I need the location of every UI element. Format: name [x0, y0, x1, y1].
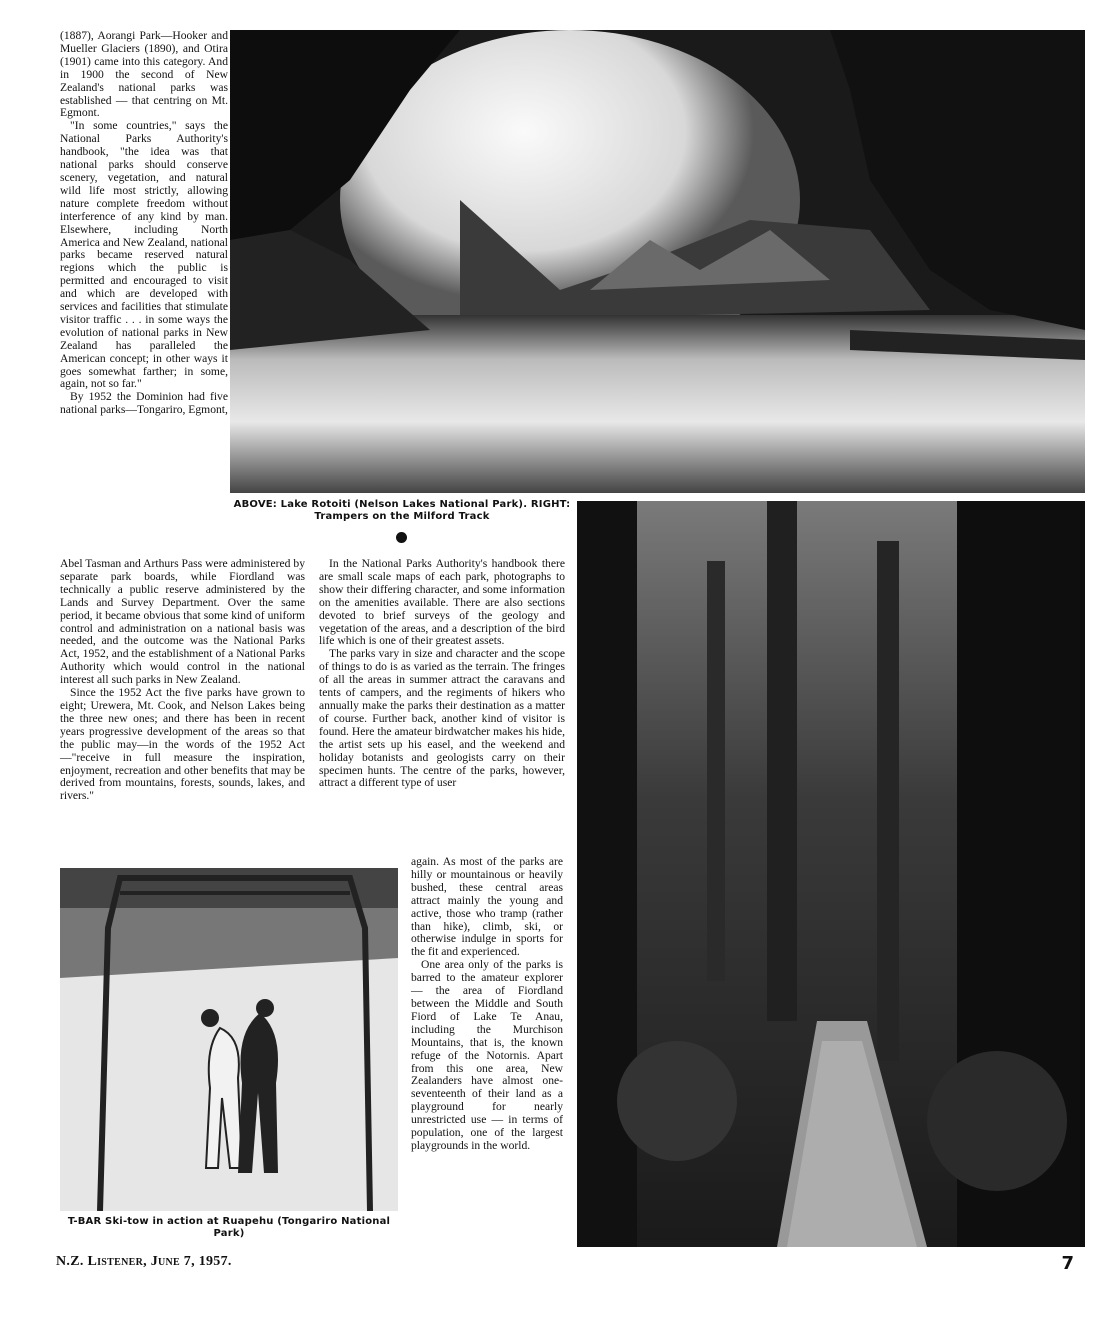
lake-rotoiti-photo	[230, 30, 1085, 493]
article-column-2-continued	[411, 856, 563, 1153]
ski-tow-photo	[60, 868, 398, 1211]
paragraph: (1887), Aorangi Park—Hooker and Mueller Glaciers (1890), and Otira (1901) came into this category. And in 1900 the second of New Zealand's national parks was established — that centring on Mt. Egmont.	[60, 29, 228, 120]
section-bullet	[396, 532, 407, 543]
paragraph: The parks vary in size and character and the scope of things to do is as varied as the terrain. The fringes of all the areas in summer attract the caravans and tents of campers, and the regiments of hikers who annually make the parks their destination as a matter of course. Further back, another kind of visitor is found. Here the amateur birdwatcher makes his hide, the artist sets up his easel, and the weekend and holiday botanists and geologists carry on their specimen hunts. The centre of the parks, however, attract a different type of user	[319, 647, 565, 790]
paragraph: Abel Tasman and Arthurs Pass were administered by separate park boards, while Fiordland was technically a public reserve administered by the Lands and Survey Department. Over the same period, it became obvious that some kind of uniform control and administration on a national basis was needed, and the outcome was the National Parks Act, 1952, and the establishment of a National Parks Authority which would control in the national interest all such parks in New Zealand.	[60, 557, 305, 687]
paragraph: again. As most of the parks are hilly or mountainous or heavily bushed, these central areas attract mainly the young and active, those who tramp (rather than hike), climb, ski, or otherwise indulge in sports for the fit and experienced.	[411, 855, 563, 959]
article-column-1-continued	[60, 558, 305, 803]
paragraph: By 1952 the Dominion had five national parks—Tongariro, Egmont,	[60, 390, 228, 417]
lake-photo-caption: ABOVE: Lake Rotoiti (Nelson Lakes National Park). RIGHT: Trampers on the Milford Track	[233, 499, 571, 522]
paragraph: "In some countries," says the National Parks Authority's handbook, "the idea was that national parks should conserve scenery, vegetation, and natural wild life most strictly, allowing nature complete freedom without interference of any kind by man. Elsewhere, including North America and New Zealand, national parks became reserved natural regions which the public is permitted and encouraged to visit and which are developed with services and facilities that stimulate visitor traffic . . . in some ways the evolution of national parks in New Zealand has paralleled the American concept; in other ways it goes somewhat farther; in some, again, not so far."	[60, 119, 228, 391]
publication-footer: N.Z. Listener, June 7, 1957.	[56, 1254, 232, 1269]
article-column-2	[319, 558, 565, 790]
milford-track-photo	[577, 501, 1085, 1247]
page-number: 7	[1061, 1253, 1074, 1274]
paragraph: One area only of the parks is barred to the amateur explorer — the area of Fiordland between the Middle and South Fiord of Lake Te Anau, including the Murchison Mountains, that is, the known refuge of the Notornis. Apart from this one area, New Zealanders have almost one-seventeenth of their land as a playground for nearly unrestricted use — in terms of population, one of the largest playgrounds in the world.	[411, 958, 563, 1152]
paragraph: Since the 1952 Act the five parks have grown to eight; Urewera, Mt. Cook, and Nelson Lakes being the three new ones; and there has been in recent years progressive development of the areas so that the public may—in the words of the 1952 Act—"receive in full measure the inspiration, enjoyment, recreation and other benefits that may be derived from mountains, forests, sounds, lakes, and rivers."	[60, 686, 305, 803]
article-column-1	[60, 30, 228, 417]
paragraph: In the National Parks Authority's handbook there are small scale maps of each park, photographs to show their differing character, and some information on the amenities available. There are also sections devoted to brief surveys of the geology and vegetation of the areas, and a description of the bird life which is one of their greatest assets.	[319, 557, 565, 648]
ski-photo-caption: T-BAR Ski-tow in action at Ruapehu (Tongariro National Park)	[67, 1216, 391, 1239]
